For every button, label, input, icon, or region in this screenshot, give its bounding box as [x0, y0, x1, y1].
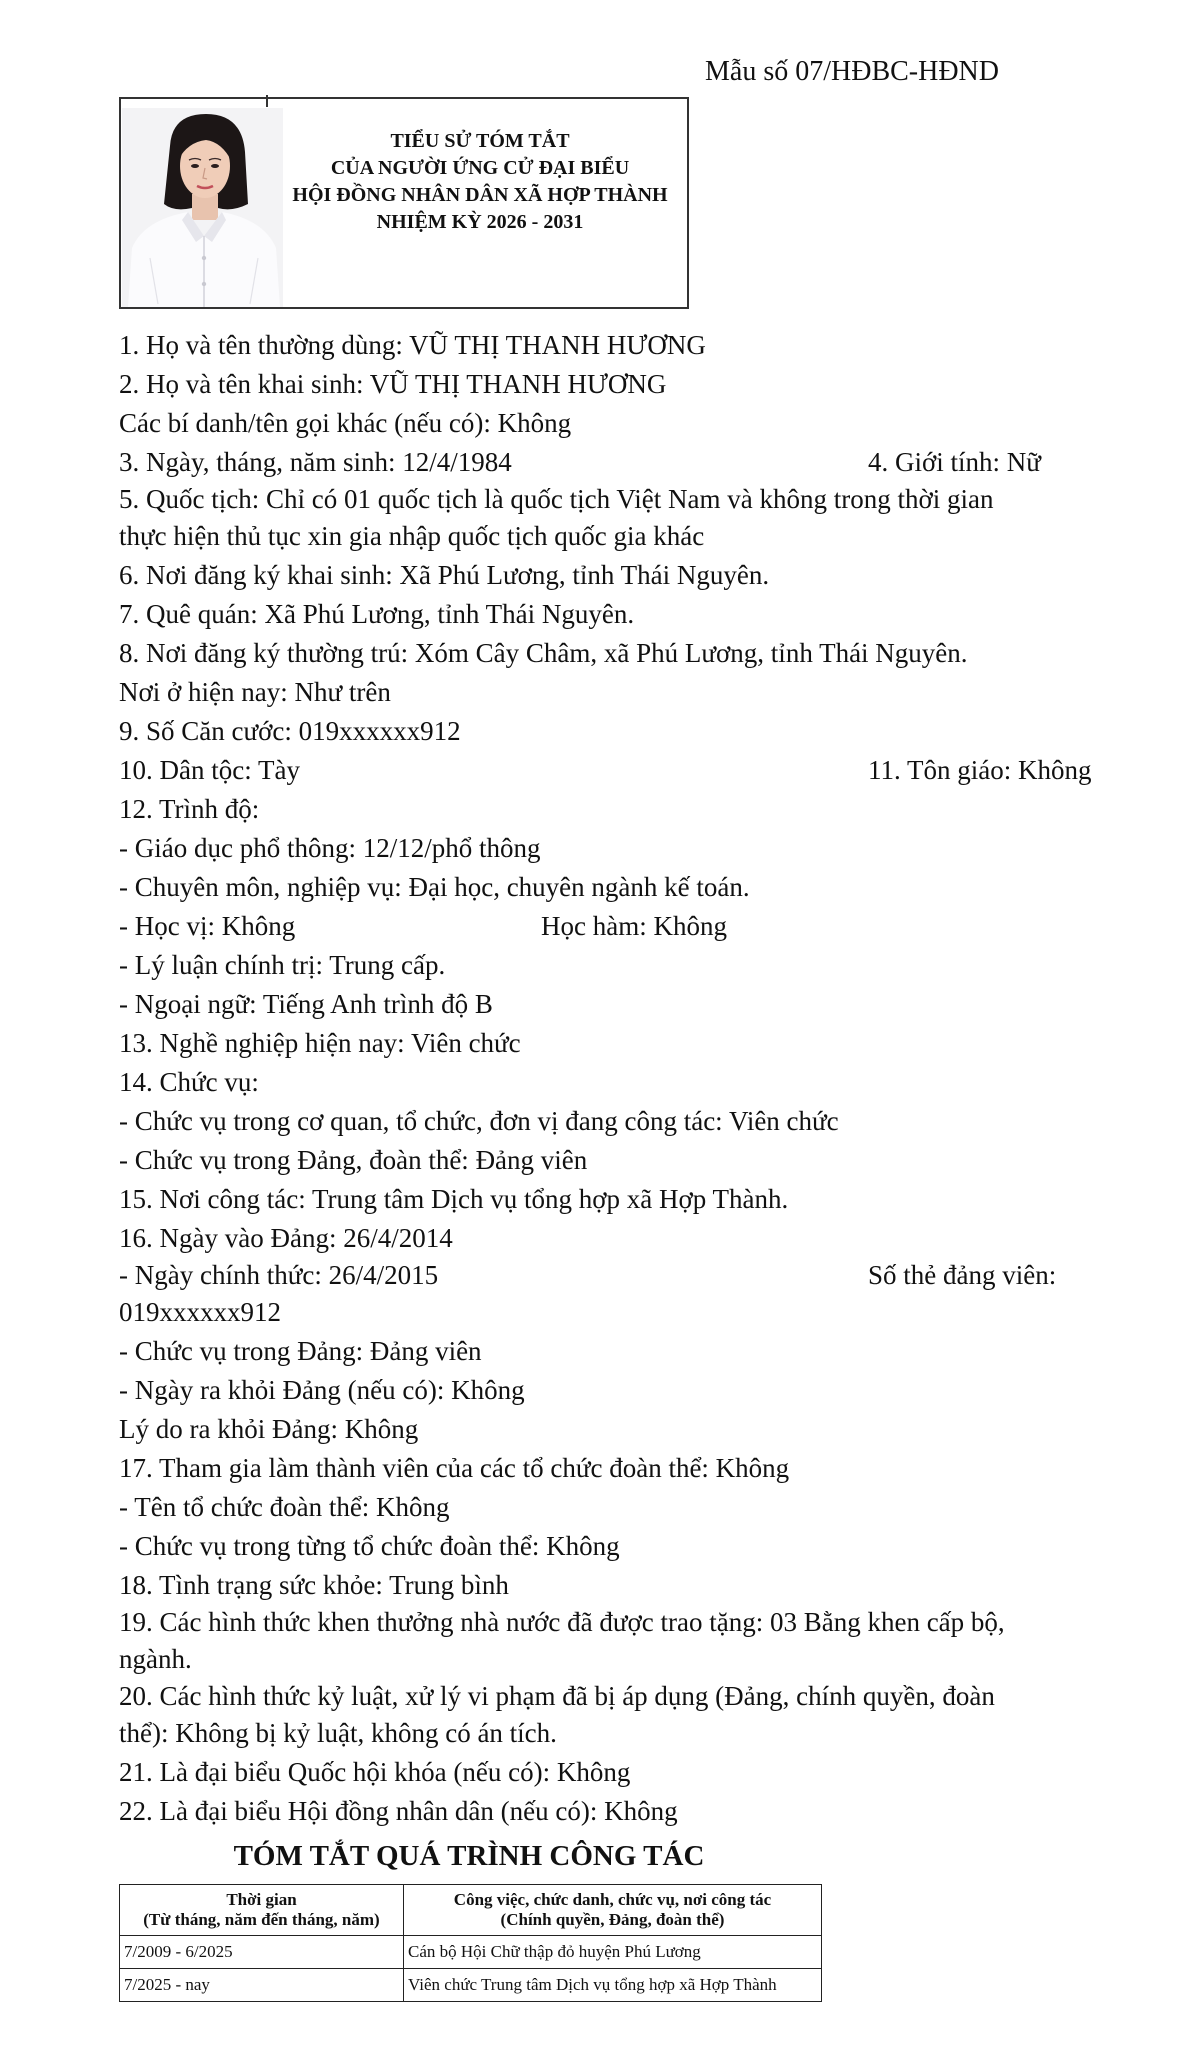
table-row	[120, 1936, 822, 1969]
column-header-detail-title: Công việc, chức danh, chức vụ, nơi công tác	[453, 1890, 772, 1909]
header-divider-mark	[266, 95, 268, 107]
field-nationality-cont: thực hiện thủ tục xin gia nhập quốc tịch quốc gia khác	[119, 521, 705, 551]
field-date-of-birth: 3. Ngày, tháng, năm sinh: 12/4/1984	[119, 447, 512, 477]
column-header-period	[120, 1885, 404, 1936]
table-header-row	[120, 1885, 822, 1936]
field-row-degree-title	[119, 907, 1109, 946]
field-party-exit-reason: Lý do ra khỏi Đảng: Không	[119, 1414, 419, 1444]
field-party-role: - Chức vụ trong Đảng: Đảng viên	[119, 1336, 482, 1366]
field-peoples-council: 22. Là đại biểu Hội đồng nhân dân (nếu có): Không	[119, 1796, 678, 1826]
field-row-official-date	[119, 1258, 1109, 1293]
work-history-title: TÓM TẮT QUÁ TRÌNH CÔNG TÁC	[233, 1840, 705, 1872]
field-common-name: 1. Họ và tên thường dùng: VŨ THỊ THANH HƯƠNG	[119, 330, 706, 360]
column-header-period-title: Thời gian	[226, 1890, 297, 1909]
title-line-1: TIỂU SỬ TÓM TẮT	[390, 130, 570, 152]
work-history-table	[119, 1884, 822, 2002]
field-general-education: - Giáo dục phổ thông: 12/12/phổ thông	[119, 833, 541, 863]
column-header-period-note: (Từ tháng, năm đến tháng, năm)	[143, 1910, 380, 1929]
field-organization-role: - Chức vụ trong từng tổ chức đoàn thể: Không	[119, 1531, 620, 1561]
cell-detail: Viên chức Trung tâm Dịch vụ tổng hợp xã Hợp Thành	[404, 1969, 822, 2002]
field-official-date: - Ngày chính thức: 26/4/2015	[119, 1260, 439, 1290]
field-nationality: 5. Quốc tịch: Chỉ có 01 quốc tịch là quốc tịch Việt Nam và không trong thời gian	[119, 484, 994, 514]
field-party-card-number: 019xxxxxx912	[119, 1297, 281, 1327]
field-id-number: 9. Số Căn cước: 019xxxxxx912	[119, 716, 461, 746]
field-party-admission: 16. Ngày vào Đảng: 26/4/2014	[119, 1223, 453, 1253]
field-political-theory: - Lý luận chính trị: Trung cấp.	[119, 950, 446, 980]
field-party-exit-date: - Ngày ra khỏi Đảng (nếu có): Không	[119, 1375, 525, 1405]
field-hometown: 7. Quê quán: Xã Phú Lương, tỉnh Thái Nguyên.	[119, 599, 635, 629]
field-row-dob-gender	[119, 443, 1109, 482]
field-position-agency: - Chức vụ trong cơ quan, tổ chức, đơn vị đang công tác: Viên chức	[119, 1106, 839, 1136]
field-workplace: 15. Nơi công tác: Trung tâm Dịch vụ tổng hợp xã Hợp Thành.	[119, 1184, 789, 1214]
field-organization-name: - Tên tổ chức đoàn thể: Không	[119, 1492, 450, 1522]
column-header-detail-note: (Chính quyền, Đảng, đoàn thể)	[500, 1910, 725, 1929]
field-foreign-language: - Ngoại ngữ: Tiếng Anh trình độ B	[119, 989, 493, 1019]
form-code: Mẫu số 07/HĐBC-HĐND	[705, 56, 999, 87]
document-title	[270, 128, 690, 236]
field-current-residence: Nơi ở hiện nay: Như trên	[119, 677, 391, 707]
field-occupation: 13. Nghề nghiệp hiện nay: Viên chức	[119, 1028, 521, 1058]
field-position-party: - Chức vụ trong Đảng, đoàn thể: Đảng viên	[119, 1145, 588, 1175]
field-academic-degree: - Học vị: Không	[119, 911, 296, 941]
field-awards: 19. Các hình thức khen thưởng nhà nước đã được trao tặng: 03 Bằng khen cấp bộ,	[119, 1607, 1005, 1637]
candidate-photo	[122, 108, 283, 307]
cell-detail: Cán bộ Hội Chữ thập đỏ huyện Phú Lương	[404, 1936, 822, 1969]
title-line-4: NHIỆM KỲ 2026 - 2031	[376, 211, 584, 233]
field-health: 18. Tình trạng sức khỏe: Trung bình	[119, 1570, 509, 1600]
field-row-ethnicity-religion	[119, 751, 1109, 790]
field-discipline: 20. Các hình thức kỷ luật, xử lý vi phạm đã bị áp dụng (Đảng, chính quyền, đoàn	[119, 1681, 995, 1711]
field-education-heading: 12. Trình độ:	[119, 794, 260, 824]
field-birth-registration: 6. Nơi đăng ký khai sinh: Xã Phú Lương, tỉnh Thái Nguyên.	[119, 560, 770, 590]
field-national-assembly: 21. Là đại biểu Quốc hội khóa (nếu có): Không	[119, 1757, 631, 1787]
field-position-heading: 14. Chức vụ:	[119, 1067, 259, 1097]
field-religion: 11. Tôn giáo: Không	[868, 755, 1092, 785]
field-ethnicity: 10. Dân tộc: Tày	[119, 755, 300, 785]
field-awards-cont: ngành.	[119, 1644, 192, 1674]
field-academic-title: Học hàm: Không	[541, 911, 727, 941]
column-header-detail	[404, 1885, 822, 1936]
cell-period: 7/2025 - nay	[120, 1969, 404, 2002]
field-discipline-cont: thể): Không bị kỷ luật, không có án tích.	[119, 1718, 557, 1748]
field-organizations: 17. Tham gia làm thành viên của các tổ chức đoàn thể: Không	[119, 1453, 790, 1483]
field-aliases: Các bí danh/tên gọi khác (nếu có): Không	[119, 408, 572, 438]
field-professional-qualification: - Chuyên môn, nghiệp vụ: Đại học, chuyên ngành kế toán.	[119, 872, 750, 902]
field-permanent-residence: 8. Nơi đăng ký thường trú: Xóm Cây Châm, xã Phú Lương, tỉnh Thái Nguyên.	[119, 638, 968, 668]
biography-fields	[119, 326, 1109, 1831]
field-birth-name: 2. Họ và tên khai sinh: VŨ THỊ THANH HƯƠNG	[119, 369, 667, 399]
cell-period: 7/2009 - 6/2025	[120, 1936, 404, 1969]
field-party-card-label: Số thẻ đảng viên:	[868, 1260, 1057, 1290]
title-line-2: CỦA NGƯỜI ỨNG CỬ ĐẠI BIỂU	[330, 157, 630, 179]
table-row	[120, 1969, 822, 2002]
title-line-3: HỘI ĐỒNG NHÂN DÂN XÃ HỢP THÀNH	[292, 184, 668, 206]
field-gender: 4. Giới tính: Nữ	[868, 447, 1041, 477]
